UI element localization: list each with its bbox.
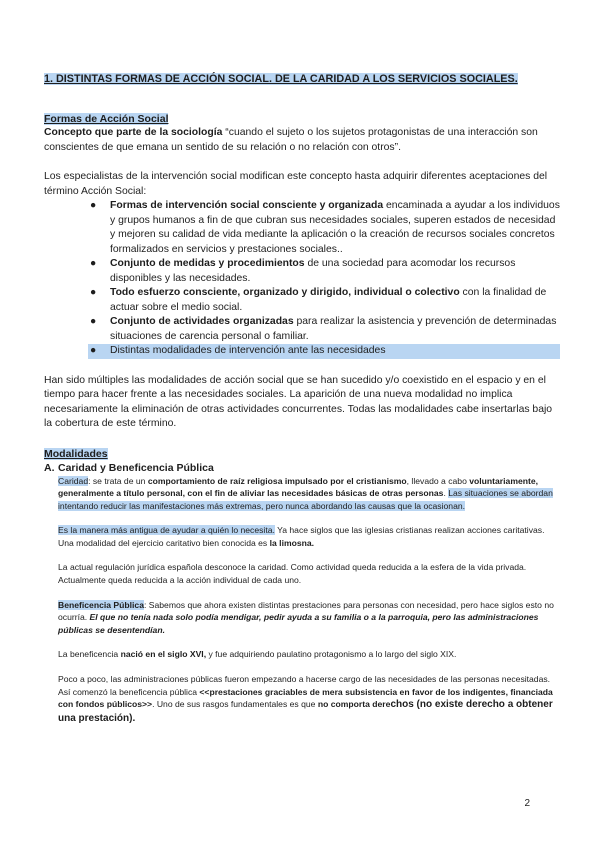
regulacion-paragraph: La actual regulación jurídica española desconoce la caridad. Como actividad queda reducida a la esfera de la vida privada. Actualmente queda reducida a la acción individual de cada uno. [58, 562, 527, 586]
list-item: ● Conjunto de actividades organizadas para realizar la asistencia y prevención de determinadas situaciones de carencia personal o familiar. [90, 316, 557, 342]
caridad-paragraph: Caridad: se trata de un comportamiento de raíz religiosa impulsado por el cristianismo, llevado a cabo voluntariamente, generalmente a título personal, con el fin de aliviar las necesidades básicas de otras personas. Las situaciones se abordan intentando reducir las manifestaciones más extremas, pero nunca abordando las causas que la ocasionan. [58, 475, 553, 511]
antigua-paragraph: Es la manera más antigua de ayudar a quién lo necesita. Ya hace siglos que las iglesias cristianas realizan acciones caritativas. Una modalidad del ejercicio caritativo bien conocida es la limosna. [58, 525, 545, 548]
list-item: ● Todo esfuerzo consciente, organizado y dirigido, individual o colectivo con la finalidad de actuar sobre el medio social. [90, 287, 547, 313]
page-number: 2 [524, 798, 530, 809]
closing-paragraph: Han sido múltiples las modalidades de acción social que se han sucedido y/o coexistido en el espacio y en el tiempo para hacer frente a las necesidades sociales. La aparición de una nueva modalidad no implica necesariamente la eliminación de otras actividades concurrentes. Todas las modalidades cabe insertarlas bajo la cobertura de este término. [44, 374, 553, 429]
modalidades-heading: Modalidades [44, 447, 108, 460]
formas-heading: Formas de Acción Social [44, 113, 169, 125]
intro-paragraph: Los especialistas de la intervención social modifican este concepto hasta adquirir diferentes aceptaciones del término Acción Social: [44, 171, 548, 197]
section-title [44, 72, 560, 87]
subsection-title: A. Caridad y Beneficencia Pública [44, 461, 214, 474]
concept-paragraph: Concepto que parte de la sociología “cuando el sujeto o los sujetos protagonistas de una interacción son conscientes de que emana un sentido de su relación o no relación con otros”. [44, 127, 538, 153]
document-page [44, 72, 560, 725]
section-title-text: 1. DISTINTAS FORMAS DE ACCIÓN SOCIAL. DE LA CARIDAD A LOS SERVICIOS SOCIALES. [44, 73, 518, 85]
acepciones-list [44, 199, 560, 359]
beneficencia-paragraph: Beneficencia Pública: Sabemos que ahora existen distintas prestaciones para personas con necesidad, pero hace siglos esto no ocurría. El que no tenía nada solo podía mendigar, pedir ayuda a su familia o a la parroquia, pero las administraciones públicas se desentendían. [58, 599, 554, 635]
list-item: ● Conjunto de medidas y procedimientos de una sociedad para acomodar los recursos disponibles y las necesidades. [90, 258, 516, 284]
poco-paragraph: Poco a poco, las administraciones públicas fueron empezando a hacerse cargo de las necesidades de las personas necesitadas. Así comenzó la beneficencia pública <<prestaciones graciables de mera subsistencia en favor de los indigentes, financiada con fondos públicos>>. Uno de sus rasgos fundamentales es que no comporta derechos (no existe derecho a obtener una prestación). [58, 674, 553, 724]
list-item: ● Distintas modalidades de intervención ante las necesidades [88, 344, 560, 359]
siglo-paragraph: La beneficencia nació en el siglo XVI, y fue adquiriendo paulatino protagonismo a lo largo del siglo XIX. [58, 649, 457, 660]
list-item: ● Formas de intervención social consciente y organizada encaminada a ayudar a los individuos y grupos humanos a fin de que cubran sus necesidades sociales, superen estados de necesidad y mejoren su calidad de vida mediante la aplicación o la creación de recursos sociales concretos formalizados en servicios y prestaciones sociales.. [90, 200, 560, 255]
